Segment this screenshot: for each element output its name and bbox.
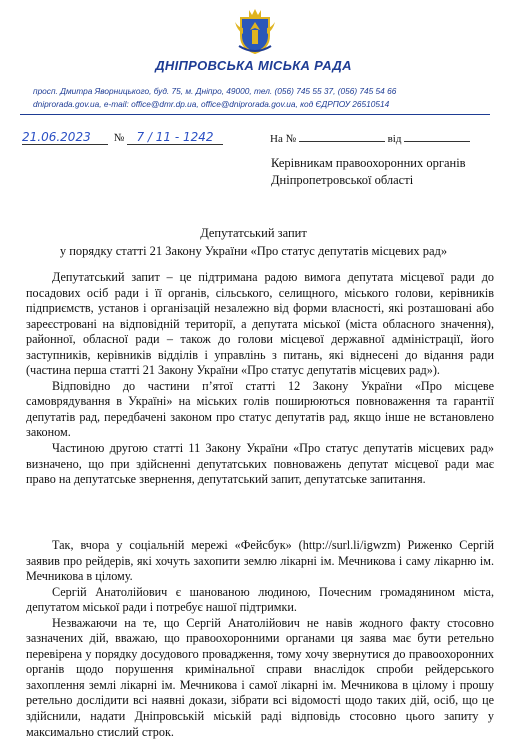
body-paragraph: Сергій Анатолійович є шанованою людиною, Почесним громадянином міста, депутатом міської ради і потребує нашої підтримки. bbox=[26, 584, 494, 615]
address-line: просп. Дмитра Яворницького, буд. 75, м. Дніпро, 49000, тел. (056) 745 55 37, (056) 745 54 66 bbox=[33, 86, 397, 96]
title-line: Депутатський запит bbox=[200, 226, 307, 240]
reply-reference bbox=[270, 130, 470, 145]
registration-block bbox=[22, 130, 223, 145]
header-divider bbox=[20, 114, 490, 115]
body-section-request bbox=[26, 538, 494, 740]
reply-date-label: від bbox=[387, 133, 402, 145]
council-name: ДНІПРОВСЬКА МІСЬКА РАДА bbox=[155, 58, 352, 73]
recipient-block bbox=[271, 155, 466, 189]
body-paragraph: Відповідно до частини п’ятої статті 12 Закону України «Про місцеве самоврядування в Україні» на міських голів поширюються повноваження та гарантії депутатів рад, передбачені законом про статус депутатів рад, якщо інше не встановлено законом. bbox=[26, 378, 494, 440]
body-paragraph: Депутатський запит – це підтримана радою вимога депутата місцевої ради до посадових осіб ради і її органів, сільського, селищного, міського голови, керівників підприємств, установ і організацій незалежно від форми власності, які розташовані або зареєстровані на відповідній території, а депутата міської (міста обласного значення), районної, обласної ради – також до голови місцевої державної адміністрації, його заступників, керівників відділів і управлінь з питань, які віднесені до відання ради (частина перша статті 21 Закону України «Про статус депутатів місцевих рад»). bbox=[26, 270, 494, 378]
body-paragraph: Так, вчора у соціальній мережі «Фейсбук» (http://surl.li/igwzm) Риженко Сергій заявив про рейдерів, які хочуть захопити землю лікарні ім. Мечникова і саму лікарню ім. Мечникова в цілому. bbox=[26, 538, 494, 584]
body-section-legal bbox=[26, 270, 494, 488]
reply-number-field bbox=[299, 130, 385, 142]
document-title bbox=[0, 224, 507, 260]
body-paragraph: Частиною другою статті 11 Закону України «Про статус депутатів місцевих рад» визначено, що при здійсненні депутатських повноважень депутат місцевої ради має право на депутатське звернення, депутатський запит, депутатське запитання. bbox=[26, 441, 494, 487]
body-paragraph: Незважаючи на те, що Сергій Анатолійович не навів жодного факту стосовно зазначених дій, вважаю, що правоохоронними органами ця заява має бути ретельно перевірена у порядку досудового провадження, тому хочу звернутися до правоохоронних органів щодо порушення кримінальної справи внаслідок спроби рейдерського захоплення землі лікарні ім. Мечникова і самої лікарні ім. Мечникова в цілому і прошу ретельно дослідити всі наявні докази, зібрати всі відомості щодо таких дій, осіб, що це здійснили, надати Дніпровській міській раді відповідь стосовно цього запиту у максимально стислий строк. bbox=[26, 615, 494, 739]
registration-number: 7 / 11 - 1242 bbox=[127, 130, 223, 145]
reply-date-field bbox=[404, 130, 470, 142]
number-label: № bbox=[113, 132, 125, 144]
reply-number-label: На № bbox=[270, 133, 297, 145]
recipient-line: Дніпропетровської області bbox=[271, 173, 414, 187]
contact-line: dniprorada.gov.ua, e-mail: office@dmr.dp.ua, office@dniprorada.gov.ua, код ЄДРПОУ 26510514 bbox=[33, 99, 390, 109]
registration-date: 21.06.2023 bbox=[22, 130, 108, 145]
coat-of-arms-icon bbox=[229, 6, 281, 56]
recipient-line: Керівникам правоохоронних органів bbox=[271, 156, 466, 170]
subtitle-line: у порядку статті 21 Закону України «Про статус депутатів місцевих рад» bbox=[59, 244, 448, 258]
